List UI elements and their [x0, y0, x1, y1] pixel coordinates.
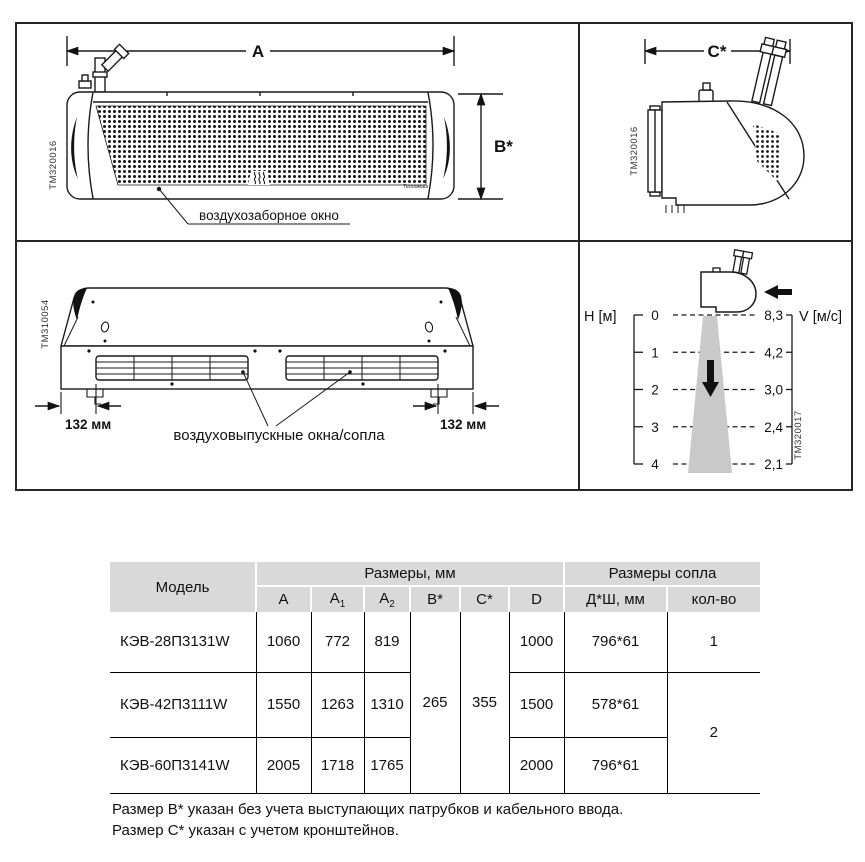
outlets-caption: воздуховыпускные окна/сопла	[173, 427, 385, 444]
cell-a-1: 1060	[256, 612, 311, 672]
header-col-a1: $A_1$	[311, 586, 364, 612]
h-tick-1: 1	[651, 345, 659, 361]
h-tick-3: 3	[651, 419, 659, 435]
velocity-axis-label: V [м/с]	[799, 309, 843, 325]
brand-label: Тепломаш	[403, 184, 429, 190]
header-model: Модель	[110, 562, 256, 612]
side-view-drawing	[578, 24, 851, 240]
cell-nozzle-3: 796*61	[564, 737, 667, 793]
cell-a-3: 2005	[256, 737, 311, 793]
cell-qty-1: 1	[667, 612, 760, 672]
airflow-diagram	[578, 240, 851, 489]
cell-b-merged: 265	[410, 612, 460, 793]
v-value-1: 4,2	[764, 345, 783, 361]
header-col-qty: кол-во	[667, 586, 760, 612]
h-tick-2: 2	[651, 382, 659, 398]
front-view-drawing	[17, 24, 578, 240]
cell-a2-2: 1310	[364, 672, 410, 737]
cell-model-1: КЭВ-28П3131W	[110, 612, 256, 672]
cell-d-2: 1500	[509, 672, 564, 737]
technical-drawings-panel	[15, 22, 853, 491]
cell-a1-2: 1263	[311, 672, 364, 737]
header-col-nozzle: Д*Ш, мм	[564, 586, 667, 612]
header-col-a2: $A_2$	[364, 586, 410, 612]
header-col-c: C*	[460, 586, 509, 612]
height-axis-label: H [м]	[584, 309, 617, 325]
footnotes	[112, 799, 623, 841]
cell-qty-merged: 2	[667, 672, 760, 793]
note-c-star: Размер C* указан с учетом кронштейнов.	[112, 822, 399, 839]
cell-model-3: КЭВ-60П3141W	[110, 737, 256, 793]
cell-d-3: 2000	[509, 737, 564, 793]
bottom-view-drawing	[17, 240, 578, 489]
v-value-0: 8,3	[764, 308, 783, 323]
drawing-code-bottom: TM310054	[40, 299, 51, 349]
cell-nozzle-2: 578*61	[564, 672, 667, 737]
header-dims-group: Размеры, мм	[256, 562, 564, 586]
drawing-code-airflow: TM320017	[793, 410, 804, 460]
cell-d-1: 1000	[509, 612, 564, 672]
unit-icon	[701, 250, 756, 312]
cell-a-2: 1550	[256, 672, 311, 737]
offset-left-label: 132 мм	[65, 417, 112, 432]
dim-c-label: C*	[707, 42, 727, 61]
note-b-star: Размер B* указан без учета выступающих патрубков и кабельного ввода.	[112, 801, 624, 818]
cell-model-2: КЭВ-42П3111W	[110, 672, 256, 737]
intake-direction-arrow	[764, 285, 792, 299]
cell-a1-3: 1718	[311, 737, 364, 793]
cell-a2-1: 819	[364, 612, 410, 672]
cell-a2-3: 1765	[364, 737, 410, 793]
table-row	[110, 612, 760, 672]
intake-caption: воздухозаборное окно	[199, 208, 339, 223]
h-tick-4: 4	[651, 457, 659, 472]
cell-nozzle-1: 796*61	[564, 612, 667, 672]
cell-a1-1: 772	[311, 612, 364, 672]
header-col-a: A	[256, 586, 311, 612]
v-value-4: 2,1	[764, 457, 783, 472]
v-value-2: 3,0	[764, 382, 783, 398]
h-tick-0: 0	[651, 308, 659, 323]
drawing-code-side: TM320016	[629, 126, 640, 176]
dim-a-label: A	[251, 42, 265, 61]
offset-right-label: 132 мм	[440, 417, 487, 432]
dimensions-table	[110, 562, 760, 794]
cell-c-merged: 355	[460, 612, 509, 793]
header-col-d: D	[509, 586, 564, 612]
dim-b-label: B*	[494, 137, 513, 156]
header-col-b: B*	[410, 586, 460, 612]
header-nozzle-group: Размеры сопла	[564, 562, 760, 586]
drawing-code-front: TM320016	[48, 140, 59, 190]
v-value-3: 2,4	[764, 419, 783, 435]
